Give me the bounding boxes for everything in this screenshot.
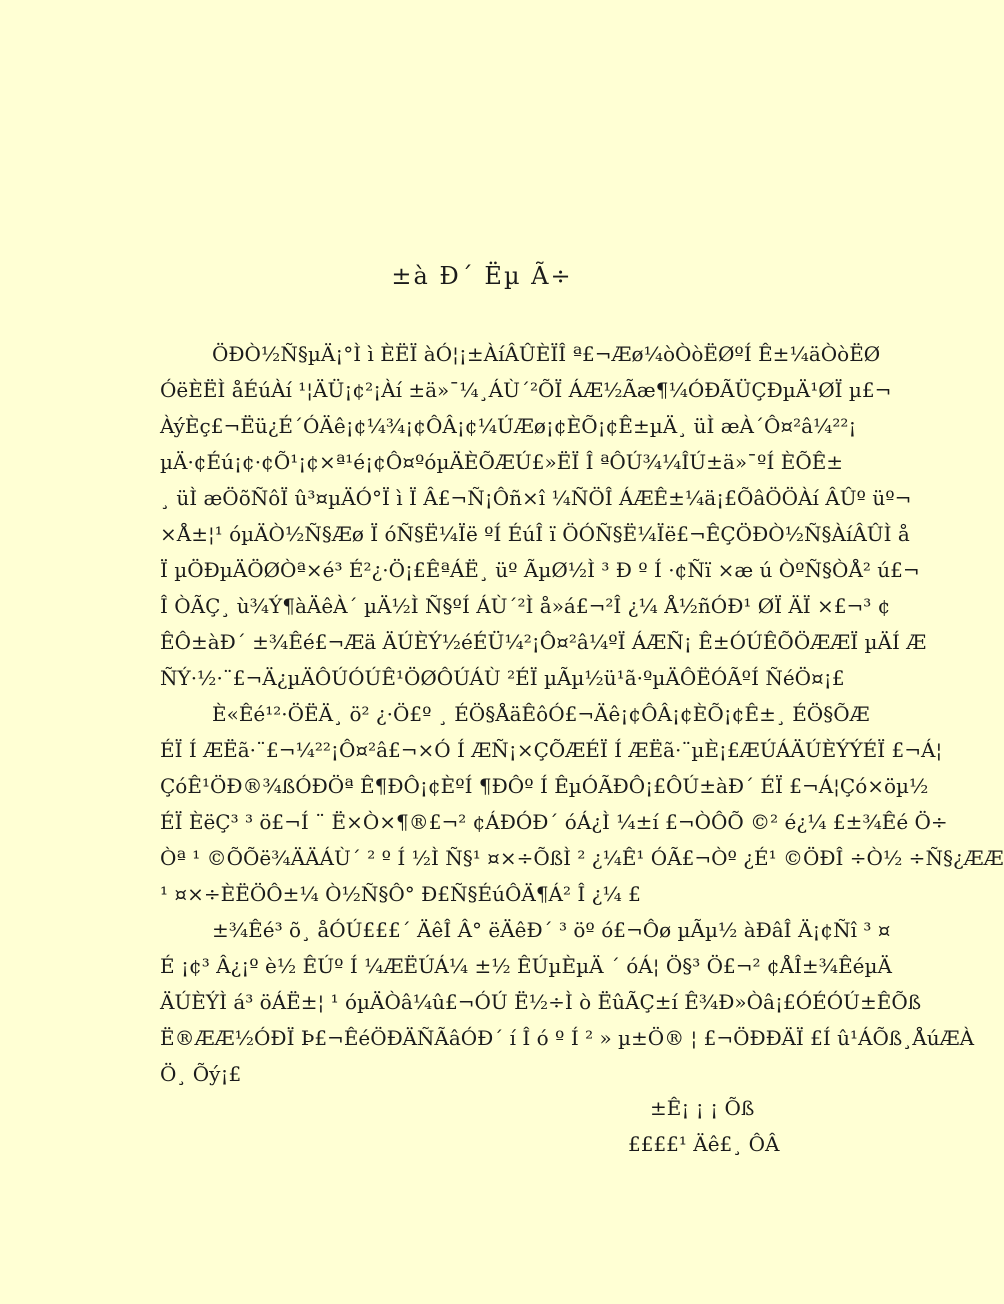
body-line: ×Å±¦¹ óµÄÒ½Ñ§Æø Ï óÑ§Ë¼Ïë ºÍ ÉúÎ ï ÖÓÑ§Ë¼Ïë£¬ÊÇÖÐÒ½Ñ§ÀíÂÛÌ å <box>160 522 910 546</box>
body-line: ÄÚÈÝÌ á³ öÁË±¦ ¹ óµÄÒâ¼û£¬ÓÚ Ë½÷Ì ò ËûÃÇ±í Ê¾Ð»Òâ¡£ÓÉÓÚ±ÊÕß <box>160 990 922 1014</box>
body-line: ÓëÈËÌ åÉúÀí ¹¦ÄÜ¡¢²¡Àí ±ä»¯¼¸ÁÙ´²ÕÏ ÁÆ½Ãæ¶¼ÓÐÃÜÇÐµÄ¹ØÏ µ£¬ <box>160 378 892 402</box>
body-line: ±¾Êé³ õ¸ åÓÚ£££´ ÄêÎ Â° ëÄêÐ´ ³ öº ó£¬Ôø µÃµ½ àÐâÎ Ä¡¢Ñî ³ ¤ <box>212 918 891 942</box>
body-line: Î ÒÃÇ¸ ù¾Ý¶àÄêÀ´ µÄ½Ì Ñ§ºÍ ÁÙ´²Ì å»á£¬²Î ¿¼ Å½ñÓÐ¹ ØÏ ÄÏ ×£¬³ ¢ <box>160 594 891 618</box>
body-line: ÉÏ Í ÆËã·¨£¬¼²²¡Ô¤²â£¬×Ó Í ÆÑ¡×ÇÕÆÉÏ Í ÆËã·¨µÈ¡£ÆÚÁÄÚÈÝÝÉÏ £¬Á¦ <box>160 738 943 762</box>
body-line: Òª ¹ ©ÕÕë¾ÄÄÁÙ´ ² º Í ½Ì Ñ§¹ ¤×÷ÕßÌ ² ¿¼Ê¹ ÓÃ£¬Òº ¿É¹ ©ÖÐÎ ÷Ò½ ÷Ñ§¿ÆÆ <box>160 846 1004 870</box>
signature-block <box>0 1090 964 1162</box>
body-line: µÄ·¢Éú¡¢·¢Õ¹¡¢×ª¹é¡¢Ô¤ºóµÄÈÕÆÚ£»ËÏ Î ªÔÚ¾¼ÎÚ±ä»¯ºÍ ÈÕÊ± <box>160 450 844 474</box>
body-line: Ë®ÆÆ½ÓÐÏ Þ£¬ÊéÖÐÄÑÃâÓÐ´ í Î ó º Í ² » µ±Ö® ¦ £¬ÖÐÐÄÏ £Í û¹ÁÕß¸ÅúÆÀ <box>160 1026 975 1050</box>
body-line: ¸ üÌ æÖõÑôÏ û³¤µÄÓ°Ï ì Ï Â£¬Ñ¡Ôñ×î ¼ÑÖÎ ÁÆÊ±¼ä¡£ÕâÖÖÀí ÂÛº üº¬ <box>160 486 912 510</box>
body-line: ÀýÈç£¬Ëü¿É´ÓÄê¡¢¼¾¡¢ÔÂ¡¢¼ÚÆø¡¢ÈÕ¡¢Ê±µÄ¸ üÌ æÀ´Ô¤²â¼²²¡ <box>160 414 857 438</box>
body-line: ÇóÊ¹ÖÐ®¾ßÓÐÖª Ê¶ÐÔ¡¢ÈºÍ ¶ÐÔº Í ÊµÓÃÐÔ¡£ÔÚ±àÐ´ ÉÏ £¬Á¦Çó×öµ½ <box>160 774 929 798</box>
body-line: Ï µÖÐµÄÖØÒª×é³ É²¿·Ö¡£ÊªÁË¸ üº ÃµØ½Ì ³ Ð º Í ·¢Ñï ×æ ú ÒºÑ§ÒÅ² ú£¬ <box>160 558 920 582</box>
body-line: ÑÝ·½·¨£¬Ä¿µÄÔÚÓÚÊ¹ÖØÔÚÁÙ ²ÉÏ µÃµ½ü¹ã·ºµÄÔËÓÃºÍ ÑéÖ¤¡£ <box>160 666 845 690</box>
body-line: È«Êé¹²·ÖËÄ¸ ö² ¿·Ö£º ¸ ÉÖ§ÅäÊôÓ£¬Äê¡¢ÔÂ¡¢ÈÕ¡¢Ê±¸ ÉÖ§ÕÆ <box>212 702 870 726</box>
signature-author: ±Ê¡ ¡ ¡ Õß <box>650 1096 755 1120</box>
body-line: É ¡¢³ Â¿¡º è½ ÊÚº Í ¼ÆËÚÁ¼ ±½ ÊÚµÈµÄ ´ óÁ¦ Ö§³ Ö£¬² ¢ÅÎ±¾ÊéµÄ <box>160 954 892 978</box>
signature-date: ££££¹ Äê£¸ ÔÂ <box>628 1132 780 1156</box>
body-line: ¹ ¤×÷ÈËÖÔ±¼ Ò½Ñ§Ô° Ð£Ñ§ÉúÔÄ¶Á² Î ¿¼ £ <box>160 882 641 906</box>
body-line: ÖÐÒ½Ñ§µÄ¡°Ì ì ÈËÏ àÓ¦¡±ÀíÂÛÈÏÎ ª£¬Æø¼òÒòËØºÍ Ê±¼äÒòËØ <box>212 342 881 366</box>
body-line: ÉÏ ÈëÇ³ ³ ö£¬Í ¨ Ë×Ò×¶®£¬² ¢ÁÐÓÐ´ óÁ¿Ì ¼±í £¬ÒÔÕ ©² é¿¼ £±¾Êé Ö÷ <box>160 810 948 834</box>
document-title: ±à Ð´ Ëµ Ã÷ <box>391 262 573 290</box>
document-body <box>160 336 1004 1092</box>
body-line: ÊÔ±àÐ´ ±¾Êé£¬Æä ÄÚÈÝ½éÉÜ¼²¡Ô¤²â¼ºÏ ÁÆÑ¡ Ê±ÓÚÊÕÖÆÆÏ µÄÍ Æ <box>160 630 927 654</box>
body-line: Ö¸ Õý¡£ <box>160 1062 242 1086</box>
